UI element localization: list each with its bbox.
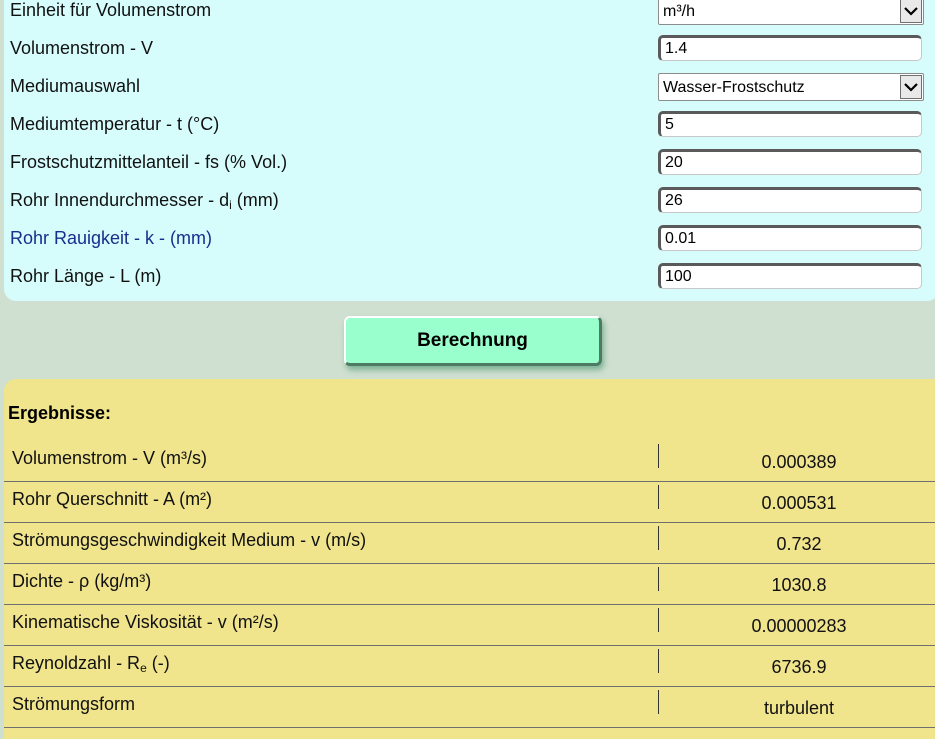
roughness-label: Rohr Rauigkeit - k - (mm) xyxy=(10,228,213,248)
result-label: Strömungsgeschwindigkeit Medium - v (m/s) xyxy=(12,530,367,550)
result-value: 0.732 xyxy=(776,534,822,554)
medium-select-value: Wasser-Frostschutz xyxy=(663,79,805,96)
length-row xyxy=(4,259,935,293)
roughness-row xyxy=(4,221,935,255)
temperature-row xyxy=(4,107,935,141)
chevron-down-icon[interactable] xyxy=(900,75,922,99)
results-heading: Ergebnisse: xyxy=(8,403,112,423)
result-value: turbulent xyxy=(763,698,835,718)
result-row xyxy=(4,645,935,687)
antifreeze-row xyxy=(4,145,935,179)
antifreeze-input[interactable]: 20 xyxy=(658,149,922,175)
result-label: Strömungsform xyxy=(12,694,136,714)
length-label: Rohr Länge - L (m) xyxy=(10,266,162,286)
chevron-down-icon[interactable] xyxy=(900,0,922,23)
result-value: 1030.8 xyxy=(771,575,827,595)
medium-label: Mediumauswahl xyxy=(10,76,141,96)
result-row xyxy=(4,686,935,728)
result-row xyxy=(4,522,935,564)
roughness-input[interactable]: 0.01 xyxy=(658,225,922,251)
unit-label: Einheit für Volumenstrom xyxy=(10,0,212,20)
flow-row xyxy=(4,31,935,65)
result-label: Reynoldzahl - $R_e$ (-) xyxy=(12,653,170,675)
diameter-label: Rohr Innendurchmesser - $d_i$ (mm) xyxy=(10,190,279,212)
unit-row xyxy=(4,0,935,27)
unit-select[interactable] xyxy=(658,0,924,25)
result-label: Volumenstrom - V (m³/s) xyxy=(12,448,208,468)
diameter-row xyxy=(4,183,935,217)
result-row xyxy=(4,440,935,482)
length-input[interactable]: 100 xyxy=(658,263,922,289)
result-row xyxy=(4,604,935,646)
result-label: Dichte - ρ (kg/m³) xyxy=(12,571,152,591)
result-row xyxy=(4,563,935,605)
result-label: Rohr Querschnitt - A (m²) xyxy=(12,489,213,509)
results-panel xyxy=(4,379,935,739)
input-panel xyxy=(4,0,935,301)
unit-select-value: m³/h xyxy=(663,3,695,20)
diameter-input[interactable]: 26 xyxy=(658,187,922,213)
flow-label: Volumenstrom - V xyxy=(10,38,154,58)
result-row xyxy=(4,481,935,523)
result-value: 0.00000283 xyxy=(751,616,847,636)
antifreeze-label: Frostschutzmittelanteil - fs (% Vol.) xyxy=(10,152,288,172)
temperature-input[interactable]: 5 xyxy=(658,111,922,137)
result-value: 0.000389 xyxy=(761,452,837,472)
medium-row xyxy=(4,69,935,103)
result-label: Kinematische Viskosität - v (m²/s) xyxy=(12,612,279,632)
medium-select[interactable] xyxy=(658,73,924,101)
temperature-label: Mediumtemperatur - t (°C) xyxy=(10,114,220,134)
flow-input[interactable]: 1.4 xyxy=(658,35,922,61)
calculate-button[interactable]: Berechnung xyxy=(344,316,602,366)
result-value: 0.000531 xyxy=(761,493,837,513)
result-value: 6736.9 xyxy=(771,657,827,677)
